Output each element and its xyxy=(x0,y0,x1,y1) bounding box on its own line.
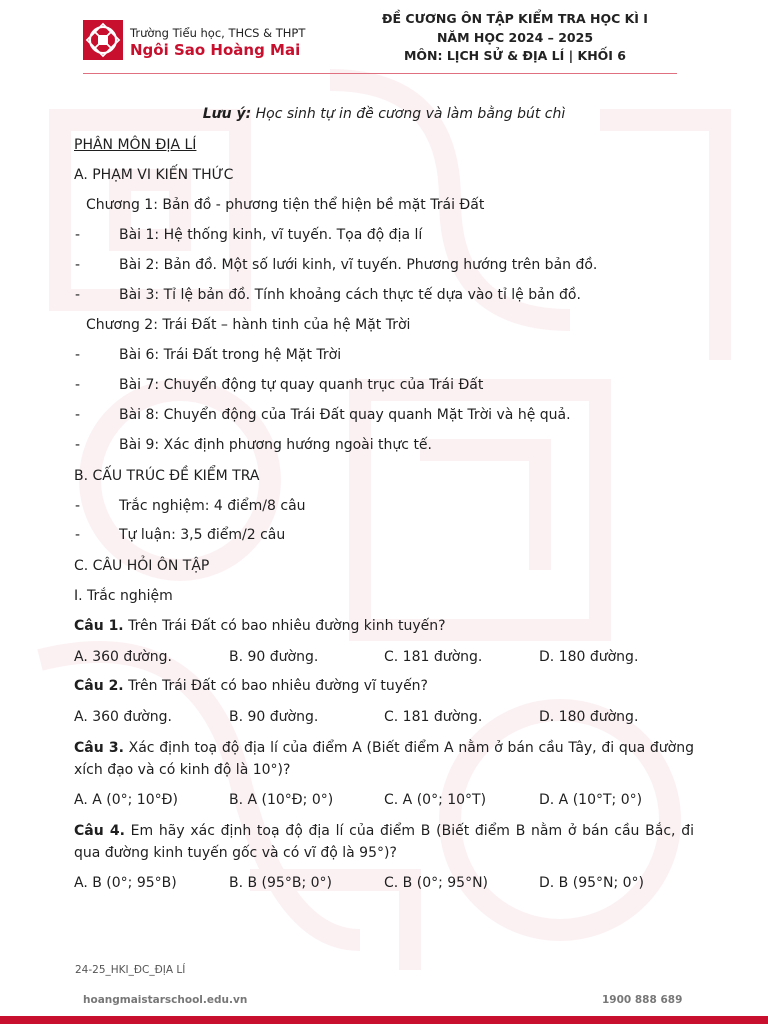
chapter-1-title: Chương 1: Bản đồ - phương tiện thể hiện bề mặt Trái Đất xyxy=(86,197,485,213)
title-line: NĂM HỌC 2024 – 2025 xyxy=(436,29,594,45)
answer-option: A. A (0°; 10°Đ) xyxy=(74,792,178,808)
question-text: Em hãy xác định toạ độ địa lí của điểm B (Biết điểm B nằm ở bán cầu Bắc, đi qua đường kinh tuyến gốc và có vĩ độ là 95°)? xyxy=(74,823,694,861)
lesson-item: Bài 6: Trái Đất trong hệ Mặt Trời xyxy=(119,347,342,363)
part-1-title: I. Trắc nghiệm xyxy=(74,588,173,604)
bullet-dash: - xyxy=(75,407,81,423)
answer-option: C. 181 đường. xyxy=(384,649,483,665)
question-3 xyxy=(74,737,694,781)
question-number: Câu 2. xyxy=(74,678,124,694)
structure-item: Tự luận: 3,5 điểm/2 câu xyxy=(119,527,286,543)
note xyxy=(0,106,768,122)
bullet-dash: - xyxy=(75,498,81,514)
lesson-item: Bài 8: Chuyển động của Trái Đất quay quanh Mặt Trời và hệ quả. xyxy=(119,407,571,423)
answer-option: A. B (0°; 95°B) xyxy=(74,875,177,891)
bullet-dash: - xyxy=(75,437,81,453)
section-a-title: A. PHẠM VI KIẾN THỨC xyxy=(74,167,234,183)
document-code: 24-25_HKI_ĐC_ĐỊA LÍ xyxy=(75,964,186,976)
question-number: Câu 3. xyxy=(74,740,124,756)
question-1 xyxy=(74,618,446,634)
section-b-title: B. CẤU TRÚC ĐỀ KIỂM TRA xyxy=(74,468,260,484)
note-label: Lưu ý: xyxy=(202,106,252,122)
school-website-link[interactable]: hoangmaistarschool.edu.vn xyxy=(83,994,248,1006)
question-text: Trên Trái Đất có bao nhiêu đường kinh tuyến? xyxy=(123,618,446,634)
title-line: MÔN: LỊCH SỬ & ĐỊA LÍ | KHỐI 6 xyxy=(403,48,627,63)
school-logo-icon xyxy=(83,20,123,60)
answer-option: A. 360 đường. xyxy=(74,649,172,665)
answer-option: B. A (10°Đ; 0°) xyxy=(229,792,334,808)
footer-accent-bar xyxy=(0,1016,768,1024)
question-4 xyxy=(74,820,694,864)
chapter-2-title: Chương 2: Trái Đất – hành tinh của hệ Mặt Trời xyxy=(86,317,411,333)
header-divider xyxy=(83,73,677,74)
lesson-item: Bài 7: Chuyển động tự quay quanh trục của Trái Đất xyxy=(119,377,484,393)
lesson-item: Bài 2: Bản đồ. Một số lưới kinh, vĩ tuyến. Phương hướng trên bản đồ. xyxy=(119,257,598,273)
subject-heading: PHÂN MÔN ĐỊA LÍ xyxy=(74,137,197,153)
question-text: Xác định toạ độ địa lí của điểm A (Biết điểm A nằm ở bán cầu Tây, đi qua đường xích đạo và có kinh độ là 10°)? xyxy=(74,740,695,778)
title-line: ĐỀ CƯƠNG ÔN TẬP KIỂM TRA HỌC KÌ I xyxy=(382,11,648,26)
answer-option: C. B (0°; 95°N) xyxy=(384,875,489,891)
answer-option: B. 90 đường. xyxy=(229,649,319,665)
answer-option: D. 180 đường. xyxy=(539,709,639,725)
school-name: Ngôi Sao Hoàng Mai xyxy=(130,41,301,59)
question-number: Câu 4. xyxy=(74,823,125,839)
question-number: Câu 1. xyxy=(74,618,124,634)
document-title xyxy=(340,10,690,66)
answer-option: A. 360 đường. xyxy=(74,709,172,725)
lesson-item: Bài 1: Hệ thống kinh, vĩ tuyến. Tọa độ địa lí xyxy=(119,227,423,243)
bullet-dash: - xyxy=(75,227,81,243)
structure-item: Trắc nghiệm: 4 điểm/8 câu xyxy=(119,498,306,514)
answer-option: B. B (95°B; 0°) xyxy=(229,875,332,891)
question-text: Trên Trái Đất có bao nhiêu đường vĩ tuyến? xyxy=(123,678,428,694)
school-subtitle: Trường Tiểu học, THCS & THPT xyxy=(130,26,306,40)
question-2 xyxy=(74,678,428,694)
bullet-dash: - xyxy=(75,527,81,543)
answer-option: C. 181 đường. xyxy=(384,709,483,725)
answer-option: D. A (10°T; 0°) xyxy=(539,792,643,808)
answer-option: D. B (95°N; 0°) xyxy=(539,875,645,891)
hotline-number: 1900 888 689 xyxy=(602,994,683,1006)
bullet-dash: - xyxy=(75,377,81,393)
lesson-item: Bài 3: Tỉ lệ bản đồ. Tính khoảng cách thực tế dựa vào tỉ lệ bản đồ. xyxy=(119,287,581,303)
bullet-dash: - xyxy=(75,257,81,273)
answer-option: D. 180 đường. xyxy=(539,649,639,665)
bullet-dash: - xyxy=(75,347,81,363)
bullet-dash: - xyxy=(75,287,81,303)
lesson-item: Bài 9: Xác định phương hướng ngoài thực tế. xyxy=(119,437,432,453)
section-c-title: C. CÂU HỎI ÔN TẬP xyxy=(74,558,210,574)
answer-option: B. 90 đường. xyxy=(229,709,319,725)
note-text: Học sinh tự in đề cương và làm bằng bút chì xyxy=(251,106,566,122)
answer-option: C. A (0°; 10°T) xyxy=(384,792,487,808)
